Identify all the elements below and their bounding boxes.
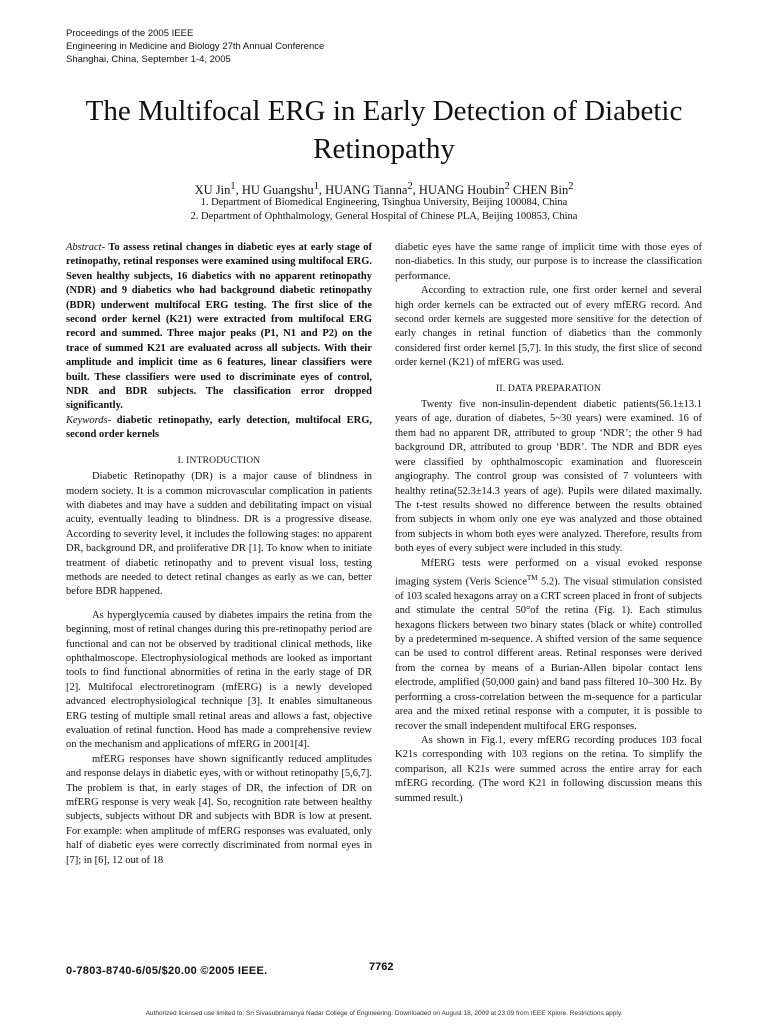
keywords-label: Keywords- [66, 414, 112, 426]
author-2: , HU Guangshu [235, 183, 314, 198]
author-2-affil: 1 [313, 181, 319, 192]
conference-line-3: Shanghai, China, September 1-4, 2005 [66, 54, 231, 65]
data-paragraph-2-start: MfERG tests were performed on a visual evoked response imaging system (Veris Science [395, 557, 702, 588]
title-line-1: The Multifocal ERG in Early Detection of Diabetic [85, 95, 683, 127]
page-number: 7762 [369, 961, 394, 973]
left-column [66, 241, 372, 868]
author-3-affil: 2 [407, 181, 413, 192]
data-paragraph-3: As shown in Fig.1, every mfERG recording produces 103 focal K21s corresponding with 103 regions on the retina. To simplify the comparison, all K21s were summed across the entire array for each mfERG recording. (The word K21 in following discussion means this summed result.) [395, 734, 702, 804]
conference-line-2: Engineering in Medicine and Biology 27th Annual Conference [66, 41, 325, 52]
section-heading-data-preparation: II. DATA PREPARATION [495, 383, 602, 394]
keywords [66, 414, 372, 443]
right-column [395, 241, 702, 806]
affiliation-2: 2. Department of Ophthalmology, General Hospital of Chinese PLA, Beijing 100853, China [190, 211, 578, 222]
affiliation-1: 1. Department of Biomedical Engineering, Tsinghua University, Beijing 100084, China [200, 197, 568, 208]
intro-paragraph-3: mfERG responses have shown significantly reduced amplitudes and response delays in diabetic eyes, with or without retinopathy [5,6,7]. The problem is that, in early stages of DR, the infection of DR on mfERG response is very weak [4]. So, recognition rate between healthy subjects, subjects without DR and subjects with BDR is low at present. For example: when amplitude of mfERG responses was evaluated, only half of diabetic eyes were correctly discriminated from normal eyes in [7]; in [6], 12 out of 18 [66, 753, 372, 866]
data-paragraph-2-rest: 5.2). The visual stimulation consisted of 103 scaled hexagons array on a CRT screen placed in front of subjects and stimulate the central 50°of the retina (Fig. 1). Each stimulus hexagons flickers between two binary states (black or white) controlled by a predetermined m-sequence. A shifted version of the same sequence can be used to control different areas. Retinal responses were derived from the cornea by means of a Burian-Allen bipolar contact lens electrode, amplified (50,000 gain) and band pass filtered 10–300 Hz. By performing a cross-correlation between the m-sequence for a particular area and the mixed retinal response with a computer, it is possible to recover the small independent multifocal ERG responses. [395, 576, 702, 732]
paper-title [40, 92, 728, 168]
abstract [66, 241, 372, 414]
conference-header [66, 27, 324, 66]
affiliations [60, 196, 708, 224]
section-heading-introduction: I. INTRODUCTION [177, 455, 261, 466]
abstract-text: To assess retinal changes in diabetic eyes at early stage of retinopathy, retinal responses were examined using multifocal ERG. Seven healthy subjects, 16 diabetics with no apparent retinopathy (NDR) and 9 diabetics who had background diabetic retinopathy (BDR) underwent multifocal ERG testing. The first slice of the second order kernel (K21) were extracted from multifocal ERG record and summed. Three major peaks (P1, N1 and P2) on the trace of summed K21 are evaluated across all subjects. With their amplitude and implicit time as 6 features, linear classifiers were built. These classifiers were used to discriminate eyes of control, NDR and BDR subjects. The classification error dropped significantly. [66, 242, 372, 412]
abstract-label: Abstract- [66, 242, 106, 253]
author-1-affil: 1 [230, 181, 236, 192]
author-4-affil: 2 [504, 181, 510, 192]
data-paragraph-1: Twenty five non-insulin-dependent diabetic patients(56.1±13.1 years of age, duration of diabetes, 5~30 years) were examined. 16 of them had no apparent DR, attributed to group ‘NDR’; the other 9 had background DR, attributed to group ‘BDR’. The NDR and BDR eyes were classified by ophthalmoscopic examination and fluorescein angiography. The control group was consisted of 7 volunteers with healthy retina(52.3±14.3 years of age). Pupils were dilated maximally. The t-test results showed no difference between the results obtained from subjects in whom only one eye was analyzed and those obtained from subjects in whom both eyes were analyzed. Therefore, results from both eyes of every subject were included in this study. [395, 399, 702, 555]
author-5: CHEN Bin [509, 183, 569, 198]
data-paragraph-2 [395, 557, 702, 734]
intro-paragraph-5: According to extraction rule, one first order kernel and several high order kernels can be extracted out of every mfERG record. And second order kernels are suggested more sensitive for the detection of early changes in retinal function of diabetics than the commonly considered first order kernel [5,7]. In this study, the first slice of second order kernel (K21) of mfERG was used. [395, 285, 702, 369]
author-4: , HUANG Houbin [412, 183, 505, 198]
author-1: XU Jin [194, 183, 231, 198]
conference-line-1: Proceedings of the 2005 IEEE [66, 28, 194, 39]
copyright-notice: 0-7803-8740-6/05/$20.00 ©2005 IEEE. [66, 965, 268, 977]
intro-paragraph-1: Diabetic Retinopathy (DR) is a major cause of blindness in modern society. It is a common microvascular complication in patients with diabetes and may have a sudden and debilitating impact on visual acuity, eventually leading to blindness. DR is a progressive disease. According to severity level, it includes the following stages: no apparent DR, background DR, and proliferative DR [1]. To know when to initiate treatment of diabetic retinopathy and to prevent visual loss, testing methods are needed to detect retinal changes as early as we can, better before BDR happened. [66, 471, 372, 598]
intro-paragraph-2: As hyperglycemia caused by diabetes impairs the retina from the beginning, most of retinal changes during this pre-retinopathy period are functional and can not be observed by traditional clinical methods, like ophthalmoscope. Electrophysiological methods are looked as important tools to find functional abnormities of retina in the early stage of DR [2]. Multifocal electroretinogram (mfERG) is a newly developed advanced electrophysiological technique [3]. It enables simultaneous ERG testing of multiple small retinal areas and allows a fast, objective evaluation of retinal function. Hood has made a comprehensive review on the mechanism and applications of mfERG in 2001[4]. [66, 609, 372, 751]
intro-paragraph-4: diabetic eyes have the same range of implicit time with those eyes of non-diabetics. In this study, our purpose is to increase the classification performance. [395, 242, 702, 282]
author-5-affil: 2 [568, 181, 574, 192]
author-3: , HUANG Tianna [318, 183, 408, 198]
trademark-mark: TM [526, 573, 538, 582]
title-line-2: Retinopathy [313, 133, 455, 165]
keywords-text: diabetic retinopathy, early detection, multifocal ERG, second order kernels [66, 414, 372, 441]
download-footer: Authorized licensed use limited to: Sri Sivasubramanya Nadar College of Engineering. Downloaded on August 18, 2009 at 23:09 from IEEE Xplore. Restrictions apply. [145, 1010, 623, 1017]
